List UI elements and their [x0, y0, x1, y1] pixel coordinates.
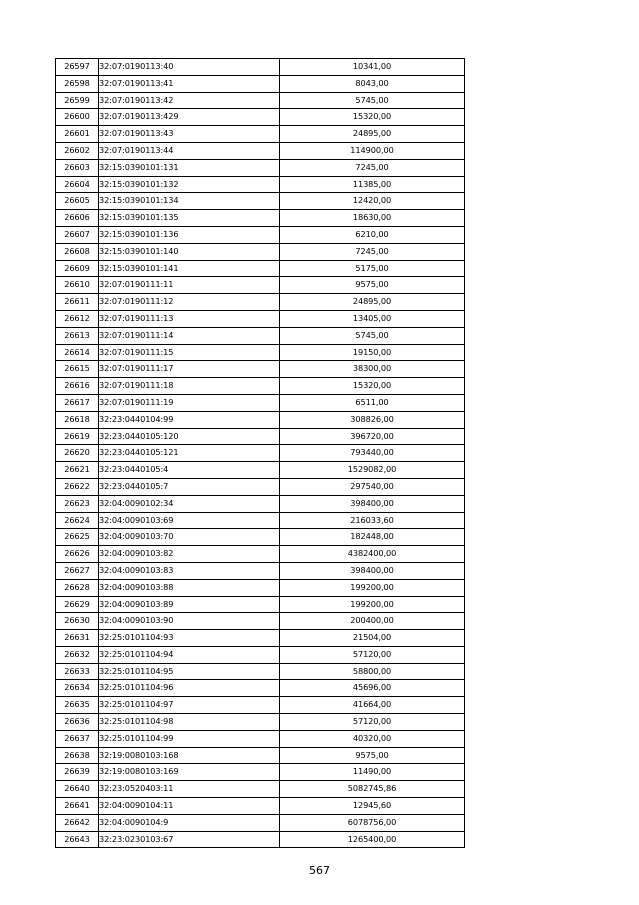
value-cell: 8043,00: [280, 75, 465, 92]
value-cell: 7245,00: [280, 159, 465, 176]
row-number-cell: 26637: [56, 730, 99, 747]
cadastral-number-cell: 32:25:0101104:99: [99, 730, 280, 747]
table-row: [56, 562, 465, 579]
row-number-cell: 26605: [56, 193, 99, 210]
cadastral-number-cell: 32:07:0190113:40: [99, 59, 280, 76]
table-row: [56, 193, 465, 210]
row-number-cell: 26630: [56, 613, 99, 630]
value-cell: 6078756,00: [280, 814, 465, 831]
row-number-cell: 26597: [56, 59, 99, 76]
row-number-cell: 26640: [56, 781, 99, 798]
value-cell: 40320,00: [280, 730, 465, 747]
table-row: [56, 260, 465, 277]
row-number-cell: 26632: [56, 646, 99, 663]
value-cell: 5745,00: [280, 327, 465, 344]
value-cell: 57120,00: [280, 646, 465, 663]
cadastral-number-cell: 32:25:0101104:95: [99, 663, 280, 680]
value-cell: 11385,00: [280, 176, 465, 193]
cadastral-number-cell: 32:07:0190111:14: [99, 327, 280, 344]
table-row: [56, 680, 465, 697]
cadastral-number-cell: 32:23:0520403:11: [99, 781, 280, 798]
cadastral-number-cell: 32:23:0440105:120: [99, 428, 280, 445]
table-row: [56, 126, 465, 143]
table-row: [56, 226, 465, 243]
value-cell: 793440,00: [280, 445, 465, 462]
value-cell: 398400,00: [280, 495, 465, 512]
row-number-cell: 26619: [56, 428, 99, 445]
row-number-cell: 26598: [56, 75, 99, 92]
cadastral-number-cell: 32:07:0190113:43: [99, 126, 280, 143]
table-row: [56, 142, 465, 159]
table-row: [56, 277, 465, 294]
cadastral-number-cell: 32:15:0390101:135: [99, 210, 280, 227]
row-number-cell: 26624: [56, 512, 99, 529]
table-row: [56, 781, 465, 798]
table-row: [56, 378, 465, 395]
value-cell: 199200,00: [280, 579, 465, 596]
cadastral-number-cell: 32:15:0390101:140: [99, 243, 280, 260]
table-row: [56, 646, 465, 663]
row-number-cell: 26612: [56, 310, 99, 327]
cadastral-number-cell: 32:04:0090103:83: [99, 562, 280, 579]
cadastral-number-cell: 32:25:0101104:94: [99, 646, 280, 663]
value-cell: 9575,00: [280, 277, 465, 294]
row-number-cell: 26642: [56, 814, 99, 831]
value-cell: 58800,00: [280, 663, 465, 680]
row-number-cell: 26633: [56, 663, 99, 680]
cadastral-number-cell: 32:04:0090103:69: [99, 512, 280, 529]
row-number-cell: 26602: [56, 142, 99, 159]
cadastral-number-cell: 32:07:0190111:18: [99, 378, 280, 395]
value-cell: 216033,60: [280, 512, 465, 529]
row-number-cell: 26607: [56, 226, 99, 243]
cadastral-number-cell: 32:07:0190111:12: [99, 294, 280, 311]
row-number-cell: 26603: [56, 159, 99, 176]
row-number-cell: 26614: [56, 344, 99, 361]
row-number-cell: 26609: [56, 260, 99, 277]
value-cell: 7245,00: [280, 243, 465, 260]
row-number-cell: 26613: [56, 327, 99, 344]
row-number-cell: 26616: [56, 378, 99, 395]
table-row: [56, 529, 465, 546]
cadastral-number-cell: 32:07:0190113:44: [99, 142, 280, 159]
cadastral-number-cell: 32:19:0080103:169: [99, 764, 280, 781]
cadastral-number-cell: 32:23:0440105:4: [99, 462, 280, 479]
row-number-cell: 26621: [56, 462, 99, 479]
row-number-cell: 26608: [56, 243, 99, 260]
cadastral-number-cell: 32:25:0101104:97: [99, 697, 280, 714]
table-row: [56, 764, 465, 781]
value-cell: 12945,60: [280, 798, 465, 815]
value-cell: 200400,00: [280, 613, 465, 630]
table-row: [56, 747, 465, 764]
table-row: [56, 714, 465, 731]
row-number-cell: 26611: [56, 294, 99, 311]
value-cell: 6511,00: [280, 394, 465, 411]
cadastral-number-cell: 32:07:0190111:17: [99, 361, 280, 378]
table-row: [56, 210, 465, 227]
table-row: [56, 159, 465, 176]
cadastral-number-cell: 32:07:0190111:11: [99, 277, 280, 294]
table-row: [56, 478, 465, 495]
value-cell: 297540,00: [280, 478, 465, 495]
value-cell: 199200,00: [280, 596, 465, 613]
row-number-cell: 26639: [56, 764, 99, 781]
table-row: [56, 394, 465, 411]
value-cell: 5745,00: [280, 92, 465, 109]
table-row: [56, 411, 465, 428]
row-number-cell: 26617: [56, 394, 99, 411]
value-cell: 182448,00: [280, 529, 465, 546]
row-number-cell: 26635: [56, 697, 99, 714]
row-number-cell: 26615: [56, 361, 99, 378]
table-row: [56, 428, 465, 445]
cadastral-number-cell: 32:07:0190113:42: [99, 92, 280, 109]
value-cell: 396720,00: [280, 428, 465, 445]
value-cell: 15320,00: [280, 378, 465, 395]
value-cell: 308826,00: [280, 411, 465, 428]
cadastral-number-cell: 32:23:0440105:121: [99, 445, 280, 462]
cadastral-number-cell: 32:07:0190113:41: [99, 75, 280, 92]
table-row: [56, 546, 465, 563]
cadastral-number-cell: 32:25:0101104:96: [99, 680, 280, 697]
value-cell: 15320,00: [280, 109, 465, 126]
value-cell: 41664,00: [280, 697, 465, 714]
value-cell: 13405,00: [280, 310, 465, 327]
cadastral-number-cell: 32:15:0390101:131: [99, 159, 280, 176]
value-cell: 9575,00: [280, 747, 465, 764]
value-cell: 6210,00: [280, 226, 465, 243]
table-row: [56, 92, 465, 109]
cadastral-number-cell: 32:23:0440105:7: [99, 478, 280, 495]
table-row: [56, 243, 465, 260]
value-cell: 1265400,00: [280, 831, 465, 848]
cadastral-number-cell: 32:25:0101104:98: [99, 714, 280, 731]
cadastral-number-cell: 32:07:0190111:15: [99, 344, 280, 361]
cadastral-number-cell: 32:07:0190111:13: [99, 310, 280, 327]
cadastral-number-cell: 32:15:0390101:134: [99, 193, 280, 210]
table-row: [56, 109, 465, 126]
row-number-cell: 26610: [56, 277, 99, 294]
table-row: [56, 730, 465, 747]
cadastral-number-cell: 32:07:0190111:19: [99, 394, 280, 411]
value-cell: 24895,00: [280, 126, 465, 143]
table-row: [56, 613, 465, 630]
table-row: [56, 495, 465, 512]
table-row: [56, 294, 465, 311]
table-body: [56, 59, 465, 848]
value-cell: 11490,00: [280, 764, 465, 781]
row-number-cell: 26599: [56, 92, 99, 109]
table-row: [56, 579, 465, 596]
table-row: [56, 512, 465, 529]
value-cell: 57120,00: [280, 714, 465, 731]
table-row: [56, 327, 465, 344]
value-cell: 4382400,00: [280, 546, 465, 563]
value-cell: 5082745,86: [280, 781, 465, 798]
row-number-cell: 26620: [56, 445, 99, 462]
value-cell: 21504,00: [280, 630, 465, 647]
table-row: [56, 814, 465, 831]
table-row: [56, 361, 465, 378]
table-row: [56, 831, 465, 848]
row-number-cell: 26631: [56, 630, 99, 647]
cadastral-number-cell: 32:04:0090103:82: [99, 546, 280, 563]
row-number-cell: 26626: [56, 546, 99, 563]
row-number-cell: 26604: [56, 176, 99, 193]
row-number-cell: 26627: [56, 562, 99, 579]
row-number-cell: 26606: [56, 210, 99, 227]
cadastral-number-cell: 32:25:0101104:93: [99, 630, 280, 647]
value-cell: 114900,00: [280, 142, 465, 159]
row-number-cell: 26625: [56, 529, 99, 546]
table-row: [56, 462, 465, 479]
row-number-cell: 26643: [56, 831, 99, 848]
cadastral-number-cell: 32:07:0190113:429: [99, 109, 280, 126]
page-number: 567: [309, 864, 330, 877]
row-number-cell: 26629: [56, 596, 99, 613]
value-cell: 18630,00: [280, 210, 465, 227]
row-number-cell: 26601: [56, 126, 99, 143]
row-number-cell: 26618: [56, 411, 99, 428]
value-cell: 398400,00: [280, 562, 465, 579]
cadastral-number-cell: 32:04:0090103:88: [99, 579, 280, 596]
row-number-cell: 26634: [56, 680, 99, 697]
table-row: [56, 663, 465, 680]
table-row: [56, 344, 465, 361]
table-row: [56, 630, 465, 647]
table-row: [56, 176, 465, 193]
cadastral-number-cell: 32:23:0230103:67: [99, 831, 280, 848]
table-row: [56, 697, 465, 714]
cadastral-number-cell: 32:04:0090102:34: [99, 495, 280, 512]
row-number-cell: 26628: [56, 579, 99, 596]
row-number-cell: 26622: [56, 478, 99, 495]
value-cell: 24895,00: [280, 294, 465, 311]
cadastral-number-cell: 32:04:0090103:70: [99, 529, 280, 546]
cadastral-number-cell: 32:04:0090103:90: [99, 613, 280, 630]
row-number-cell: 26623: [56, 495, 99, 512]
row-number-cell: 26641: [56, 798, 99, 815]
value-cell: 10341,00: [280, 59, 465, 76]
table-row: [56, 798, 465, 815]
cadastral-number-cell: 32:15:0390101:132: [99, 176, 280, 193]
value-cell: 12420,00: [280, 193, 465, 210]
value-cell: 19150,00: [280, 344, 465, 361]
table-row: [56, 75, 465, 92]
value-cell: 38300,00: [280, 361, 465, 378]
table-row: [56, 310, 465, 327]
cadastral-number-cell: 32:04:0090104:9: [99, 814, 280, 831]
cadastral-number-cell: 32:04:0090103:89: [99, 596, 280, 613]
cadastral-number-cell: 32:04:0090104:11: [99, 798, 280, 815]
cadastral-number-cell: 32:23:0440104:99: [99, 411, 280, 428]
value-cell: 5175,00: [280, 260, 465, 277]
value-cell: 1529082,00: [280, 462, 465, 479]
value-cell: 45696,00: [280, 680, 465, 697]
table-row: [56, 445, 465, 462]
row-number-cell: 26600: [56, 109, 99, 126]
records-table: [55, 58, 465, 848]
cadastral-number-cell: 32:15:0390101:136: [99, 226, 280, 243]
row-number-cell: 26638: [56, 747, 99, 764]
table-row: [56, 59, 465, 76]
row-number-cell: 26636: [56, 714, 99, 731]
cadastral-number-cell: 32:19:0080103:168: [99, 747, 280, 764]
cadastral-number-cell: 32:15:0390101:141: [99, 260, 280, 277]
table-row: [56, 596, 465, 613]
